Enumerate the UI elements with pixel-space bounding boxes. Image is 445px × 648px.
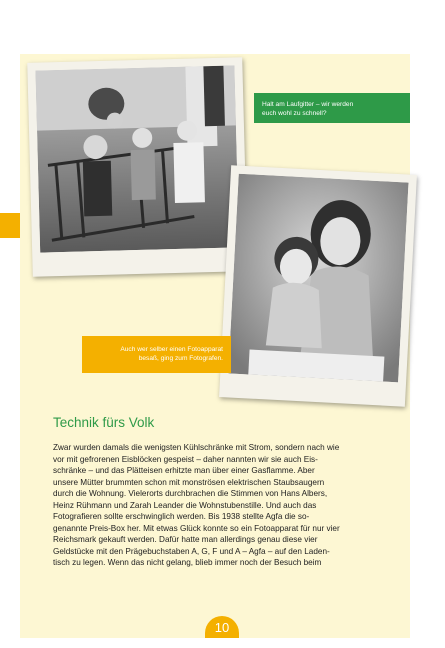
text-line: tisch zu legen. Wenn das nicht gelang, blieb immer noch der Besuch beim: [53, 558, 322, 567]
photo-children-playpen: [27, 57, 248, 277]
text-line: unsere Mütter brummten schon mit monströsen elektrischen Staubsaugern: [53, 477, 325, 487]
caption-playpen: [254, 93, 410, 123]
text-line: vor mit gefrorenen Eisblöcken gespeist – daher nannten wir sie auch Eis-: [53, 454, 318, 464]
caption-line: besaß, ging zum Fotografen.: [138, 354, 223, 362]
page-number: 10: [205, 616, 239, 638]
text-line: schränke – und das Plätteisen erhitzte man über einer Gasflamme. Aber: [53, 466, 315, 475]
text-line: Geldstücke mit den Prägebuchstaben A, G, F und A – Agfa – auf den Laden-: [53, 546, 330, 556]
text-line: Zwar wurden damals die wenigsten Kühlschränke mit Strom, sondern nach wie: [53, 443, 340, 452]
text-line: Heinz Rühmann und Zarah Leander die Wohnstubenstille. Und auch das: [53, 500, 317, 510]
text-line: Fotografieren sollte erschwinglich werden. Bis 1938 stellte Agfa die so-: [53, 512, 310, 521]
body-paragraph: [53, 442, 393, 569]
text-line: durch die Wohnung. Vielerorts durchbrachen die Stimmen von Hans Albers,: [53, 489, 328, 498]
caption-line: Halt am Laufgitter – wir werden: [262, 101, 354, 108]
section-heading: Technik fürs Volk: [53, 415, 155, 430]
caption-line: euch wohl zu schnell?: [262, 109, 327, 117]
caption-line: Auch wer selber einen Fotoapparat: [120, 346, 223, 353]
caption-photographer: [82, 336, 231, 373]
accent-bar: [0, 213, 20, 238]
text-line: Reichsmark gekauft werden. Dafür hatte man allerdings genau diese vier: [53, 535, 318, 544]
photo-two-girls: [219, 165, 417, 406]
text-line: genannte Preis-Box her. Mit etwas Glück konnte so ein Fotoapparat für nur vier: [53, 523, 340, 533]
